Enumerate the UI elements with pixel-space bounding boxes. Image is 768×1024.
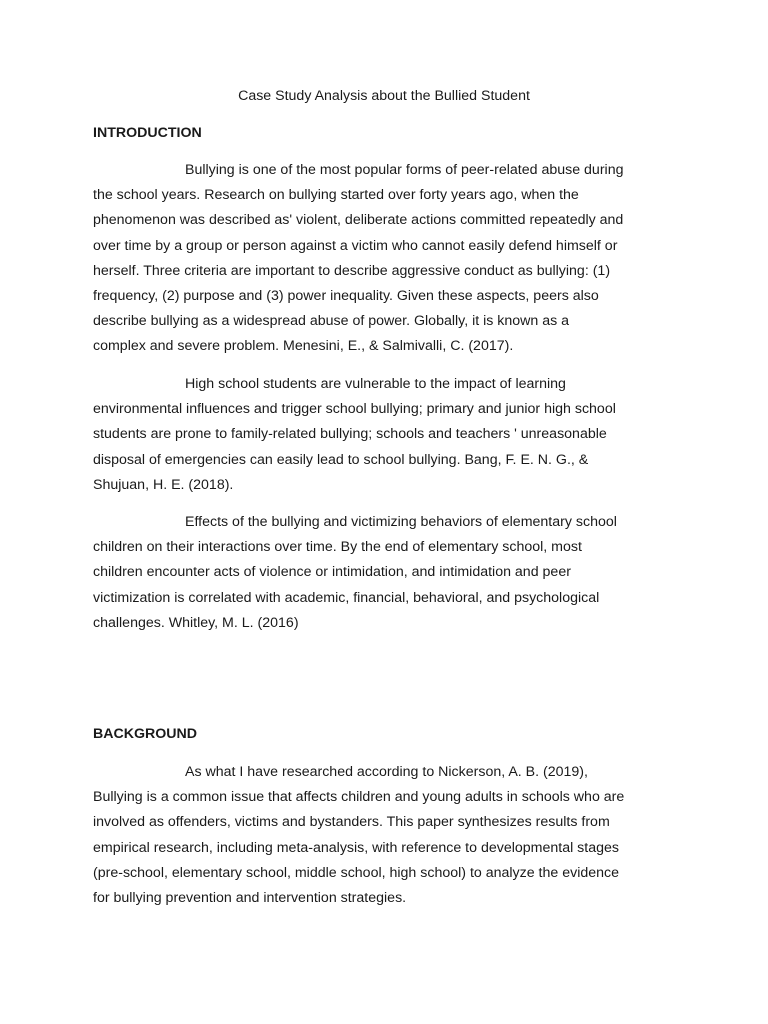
paragraph-line: describe bullying as a widespread abuse of power. Globally, it is known as a bbox=[93, 313, 570, 330]
paragraph-line: children encounter acts of violence or intimidation, and intimidation and peer bbox=[93, 564, 571, 581]
document-title: Case Study Analysis about the Bullied Student bbox=[238, 88, 530, 104]
paragraph-line: challenges. Whitley, M. L. (2016) bbox=[93, 614, 299, 631]
paragraph-line: empirical research, including meta-analysis, with reference to developmental stages bbox=[93, 839, 619, 856]
paragraph-line: complex and severe problem. Menesini, E., & Salmivalli, C. (2017). bbox=[93, 338, 514, 355]
paragraph-line: environmental influences and trigger school bullying; primary and junior high school bbox=[93, 401, 616, 418]
paragraph-line: children on their interactions over time. By the end of elementary school, most bbox=[93, 539, 582, 556]
paragraph-line: for bullying prevention and intervention strategies. bbox=[93, 890, 407, 907]
paragraph-line: frequency, (2) purpose and (3) power inequality. Given these aspects, peers also bbox=[93, 288, 599, 305]
paragraph-line: disposal of emergencies can easily lead to school bullying. Bang, F. E. N. G., & bbox=[93, 451, 589, 468]
paragraph-line: High school students are vulnerable to the impact of learning bbox=[185, 376, 566, 392]
paragraph-line: involved as offenders, victims and bystanders. This paper synthesizes results from bbox=[93, 814, 610, 831]
paragraph-line: (pre-school, elementary school, middle school, high school) to analyze the evidence bbox=[93, 864, 620, 881]
introduction-paragraph-2 bbox=[93, 372, 683, 498]
paragraph-line: over time by a group or person against a victim who cannot easily defend himself or bbox=[93, 237, 618, 254]
section-heading-background: BACKGROUND bbox=[93, 726, 198, 742]
background-paragraph-1 bbox=[93, 760, 683, 911]
paragraph-line: Effects of the bullying and victimizing behaviors of elementary school bbox=[185, 514, 617, 530]
paragraph-line: herself. Three criteria are important to describe aggressive conduct as bullying: (1) bbox=[93, 262, 611, 279]
paragraph-line: Bullying is a common issue that affects children and young adults in schools who are bbox=[93, 789, 625, 806]
section-heading-introduction: INTRODUCTION bbox=[93, 125, 202, 141]
paragraph-line: students are prone to family-related bullying; schools and teachers ' unreasonable bbox=[93, 426, 607, 443]
paragraph-line: Bullying is one of the most popular forms of peer-related abuse during bbox=[185, 162, 624, 178]
paragraph-line: Shujuan, H. E. (2018). bbox=[93, 476, 234, 493]
introduction-paragraph-1 bbox=[93, 158, 683, 360]
paragraph-line: the school years. Research on bullying started over forty years ago, when the bbox=[93, 187, 579, 204]
paragraph-line: victimization is correlated with academic, financial, behavioral, and psychological bbox=[93, 589, 600, 606]
paragraph-line: phenomenon was described as' violent, deliberate actions committed repeatedly and bbox=[93, 212, 624, 229]
introduction-paragraph-3 bbox=[93, 510, 683, 636]
paragraph-line: As what I have researched according to Nickerson, A. B. (2019), bbox=[185, 764, 588, 780]
